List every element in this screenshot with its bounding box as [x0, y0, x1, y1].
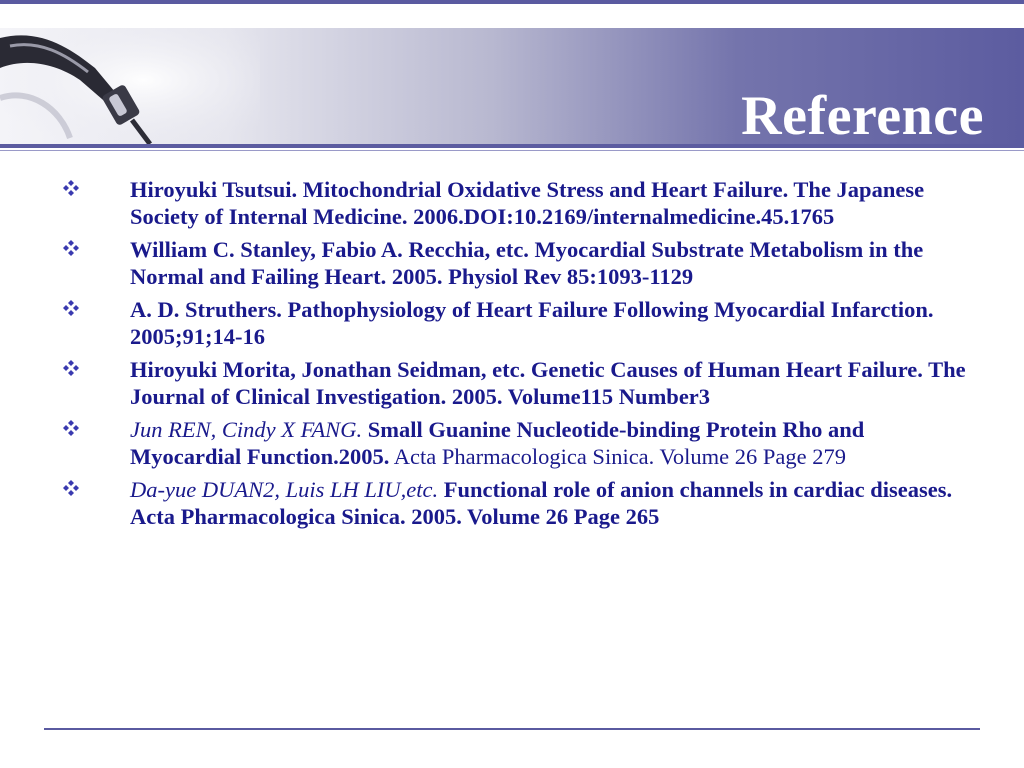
diamond-quad-icon [60, 176, 90, 203]
reference-authors: Da-yue DUAN2, Luis LH LIU,etc. [130, 477, 439, 502]
reference-item [60, 236, 980, 290]
reference-item [60, 356, 980, 410]
footer-divider [44, 728, 980, 730]
reference-text: A. D. Struthers. Pathophysiology of Heart Failure Following Myocardial Infarction. 2005;91;14-16 [130, 297, 934, 349]
reference-text: William C. Stanley, Fabio A. Recchia, etc. Myocardial Substrate Metabolism in the Normal and Failing Heart. 2005. Physiol Rev 85:1093-1129 [130, 237, 924, 289]
header-divider-thin [0, 150, 1024, 151]
diamond-quad-icon [60, 476, 90, 503]
slide-title: Reference [741, 85, 984, 144]
reference-authors: Jun REN, Cindy X FANG. [130, 417, 363, 442]
reference-text: Functional role of anion channels in cardiac diseases. Acta Pharmacologica Sinica. 2005. Volume 26 Page 265 [130, 477, 953, 529]
header-divider [0, 144, 1024, 148]
title-banner [0, 28, 1024, 144]
diamond-quad-icon [60, 356, 90, 383]
diamond-quad-icon [60, 416, 90, 443]
diamond-quad-icon [60, 296, 90, 323]
top-accent-line [0, 0, 1024, 4]
reference-item [60, 416, 980, 470]
reference-item [60, 476, 980, 530]
reference-list [60, 176, 980, 536]
reference-source: Acta Pharmacologica Sinica. Volume 26 Page 279 [389, 444, 846, 469]
iv-drip-photo [0, 28, 260, 144]
reference-title: Small Guanine Nucleotide-binding Protein Rho and Myocardial Function.2005. [130, 417, 865, 469]
reference-item [60, 176, 980, 230]
reference-item [60, 296, 980, 350]
reference-text: Hiroyuki Morita, Jonathan Seidman, etc. Genetic Causes of Human Heart Failure. The Journal of Clinical Investigation. 2005. Volume115 Number3 [130, 357, 966, 409]
diamond-quad-icon [60, 236, 90, 263]
reference-text: Hiroyuki Tsutsui. Mitochondrial Oxidative Stress and Heart Failure. The Japanese Society of Internal Medicine. 2006.DOI:10.2169/internalmedicine.45.1765 [130, 177, 925, 229]
